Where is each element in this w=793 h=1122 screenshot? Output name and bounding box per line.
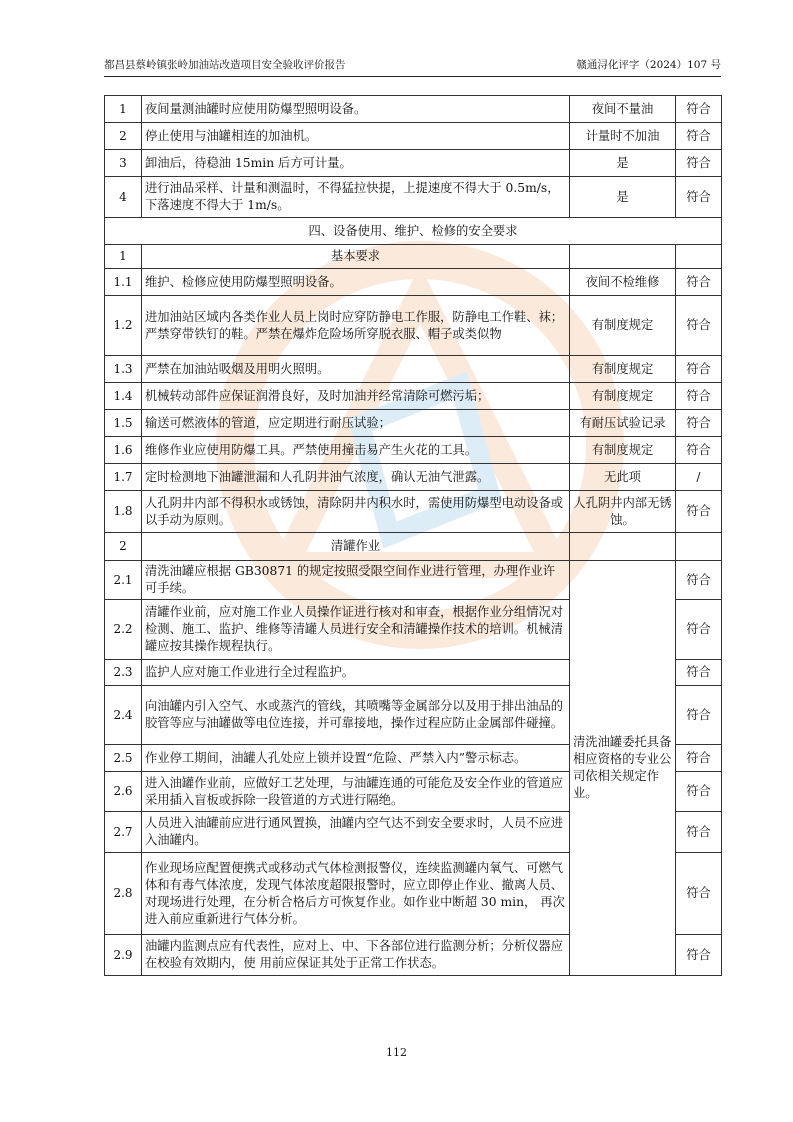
- row-content: 人孔阴井内部不得积水或锈蚀，清除阴井内积水时，需使用防爆型电动设备或以手动为原则。: [142, 491, 570, 533]
- row-content: 维护、检修应使用防爆型照明设备。: [142, 269, 570, 296]
- row-number: 3: [105, 150, 142, 177]
- row-number: 2.6: [105, 772, 142, 812]
- report-title: 都昌县蔡岭镇张岭加油站改造项目安全验收评价报告: [104, 59, 346, 71]
- row-content: 夜间量测油罐时应使用防爆型照明设备。: [142, 96, 570, 123]
- subsection-number: 2: [105, 533, 142, 561]
- row-status: 有制度规定: [570, 437, 676, 464]
- empty-cell: [676, 533, 722, 561]
- clean-status-cell: 清洗油罐委托具备相应资格的专业公司依相关规定作业。: [570, 561, 676, 976]
- table-row: [105, 356, 722, 383]
- table-row: [105, 123, 722, 150]
- row-content: 向油罐内引入空气、水或蒸汽的管线，其喷嘴等金属部分以及用于排出油品的胶管等应与油罐做等电位连接，并可靠接地，操作过程应防止金属部件碰撞。: [142, 686, 570, 745]
- row-content: 清洗油罐应根据 GB30871 的规定按照受限空间作业进行管理，办理作业许可手续。: [142, 561, 570, 600]
- row-number: 2.9: [105, 935, 142, 976]
- table-row: [105, 96, 722, 123]
- table-row: [105, 296, 722, 356]
- row-result: 符合: [676, 123, 722, 150]
- row-result: 符合: [676, 356, 722, 383]
- subsection-title: 清罐作业: [142, 533, 570, 561]
- row-result: 符合: [676, 600, 722, 660]
- table-row: [105, 383, 722, 410]
- row-number: 1.3: [105, 356, 142, 383]
- row-status: 无此项: [570, 464, 676, 491]
- table-row: [105, 437, 722, 464]
- row-status: 有制度规定: [570, 383, 676, 410]
- row-number: 1.1: [105, 269, 142, 296]
- row-number: 4: [105, 177, 142, 218]
- row-status: 有耐压试验记录: [570, 410, 676, 437]
- row-status: 计量时不加油: [570, 123, 676, 150]
- row-content: 人员进入油罐前应进行通风置换，油罐内空气达不到安全要求时，人员不应进入油罐内。: [142, 812, 570, 853]
- empty-cell: [570, 245, 676, 269]
- row-content: 输送可燃液体的管道，应定期进行耐压试验；: [142, 410, 570, 437]
- row-result: 符合: [676, 383, 722, 410]
- row-number: 2.5: [105, 745, 142, 772]
- table-row: [105, 150, 722, 177]
- row-number: 2.2: [105, 600, 142, 660]
- row-result: 符合: [676, 296, 722, 356]
- section-title: 四、设备使用、维护、检修的安全要求: [105, 218, 722, 245]
- empty-cell: [676, 245, 722, 269]
- empty-cell: [570, 533, 676, 561]
- row-result: 符合: [676, 745, 722, 772]
- row-number: 1.6: [105, 437, 142, 464]
- row-result: 符合: [676, 561, 722, 600]
- page-number: 112: [386, 1046, 407, 1059]
- row-result: 符合: [676, 812, 722, 853]
- row-content: 监护人应对施工作业进行全过程监护。: [142, 660, 570, 686]
- row-result: 符合: [676, 686, 722, 745]
- row-number: 2.8: [105, 853, 142, 935]
- header-rule: [104, 76, 721, 77]
- row-result: 符合: [676, 410, 722, 437]
- table-row: [105, 269, 722, 296]
- table-row: [105, 410, 722, 437]
- row-result: /: [676, 464, 722, 491]
- row-status: 夜间不检维修: [570, 269, 676, 296]
- row-result: 符合: [676, 660, 722, 686]
- row-number: 1.4: [105, 383, 142, 410]
- row-result: 符合: [676, 96, 722, 123]
- inspection-table: [104, 95, 722, 976]
- row-content: 维修作业应使用防爆工具。严禁使用撞击易产生火花的工具。: [142, 437, 570, 464]
- row-number: 2.7: [105, 812, 142, 853]
- row-number: 1.7: [105, 464, 142, 491]
- report-number: 赣通浔化评字（2024）107 号: [576, 59, 721, 71]
- row-status: 夜间不量油: [570, 96, 676, 123]
- row-result: 符合: [676, 935, 722, 976]
- row-number: 1.5: [105, 410, 142, 437]
- table-row: [105, 561, 722, 600]
- row-content: 进入油罐作业前，应做好工艺处理，与油罐连通的可能危及安全作业的管道应采用插入盲板或拆除一段管道的方式进行隔绝。: [142, 772, 570, 812]
- row-status: 有制度规定: [570, 296, 676, 356]
- row-content: 清罐作业前，应对施工作业人员操作证进行核对和审查，根据作业分组情况对检测、施工、监护、维修等清罐人员进行安全和清罐操作技术的培训。机械清罐应按其操作规程执行。: [142, 600, 570, 660]
- row-content: 机械转动部件应保证润滑良好，及时加油并经常清除可燃污垢；: [142, 383, 570, 410]
- row-number: 2.4: [105, 686, 142, 745]
- section-heading-row: [105, 218, 722, 245]
- row-result: 符合: [676, 150, 722, 177]
- row-result: 符合: [676, 269, 722, 296]
- table-row: [105, 464, 722, 491]
- row-number: 2.1: [105, 561, 142, 600]
- row-result: 符合: [676, 853, 722, 935]
- row-number: 2: [105, 123, 142, 150]
- row-content: 作业停工期间，油罐人孔处应上锁并设置“危险、严禁入内”警示标志。: [142, 745, 570, 772]
- row-result: 符合: [676, 772, 722, 812]
- row-status: 是: [570, 150, 676, 177]
- table-row: [105, 491, 722, 533]
- row-content: 定时检测地下油罐泄漏和人孔阴井油气浓度，确认无油气泄露。: [142, 464, 570, 491]
- subsection-row: [105, 533, 722, 561]
- row-number: 1.8: [105, 491, 142, 533]
- row-result: 符合: [676, 491, 722, 533]
- row-content: 进加油站区域内各类作业人员上岗时应穿防静电工作服，防静电工作鞋、袜；严禁穿带铁钉的鞋。严禁在爆炸危险场所穿脱衣服、帽子或类似物: [142, 296, 570, 356]
- row-content: 严禁在加油站吸烟及用明火照明。: [142, 356, 570, 383]
- row-content: 进行油品采样、计量和测温时，不得猛拉快提，上提速度不得大于 0.5m/s，下落速度不得大于 1m/s。: [142, 177, 570, 218]
- row-number: 1.2: [105, 296, 142, 356]
- row-content: 作业现场应配置便携式或移动式气体检测报警仪，连续监测罐内氧气、可燃气体和有毒气体浓度，发现气体浓度超限报警时，应立即停止作业、撤离人员、对现场进行处理，在分析合格后方可恢复作业。如作业中断超 30 min， 再次进入前应重新进行气体分析。: [142, 853, 570, 935]
- subsection-number: 1: [105, 245, 142, 269]
- row-number: 2.3: [105, 660, 142, 686]
- subsection-title: 基本要求: [142, 245, 570, 269]
- row-content: 油罐内监测点应有代表性，应对上、中、下各部位进行监测分析；分析仪器应在校验有效期内，使 用前应保证其处于正常工作状态。: [142, 935, 570, 976]
- row-status: 有制度规定: [570, 356, 676, 383]
- row-status: 人孔阴井内部无锈蚀。: [570, 491, 676, 533]
- table-row: [105, 177, 722, 218]
- row-result: 符合: [676, 437, 722, 464]
- row-content: 卸油后，待稳油 15min 后方可计量。: [142, 150, 570, 177]
- row-result: 符合: [676, 177, 722, 218]
- row-content: 停止使用与油罐相连的加油机。: [142, 123, 570, 150]
- row-number: 1: [105, 96, 142, 123]
- subsection-row: [105, 245, 722, 269]
- row-status: 是: [570, 177, 676, 218]
